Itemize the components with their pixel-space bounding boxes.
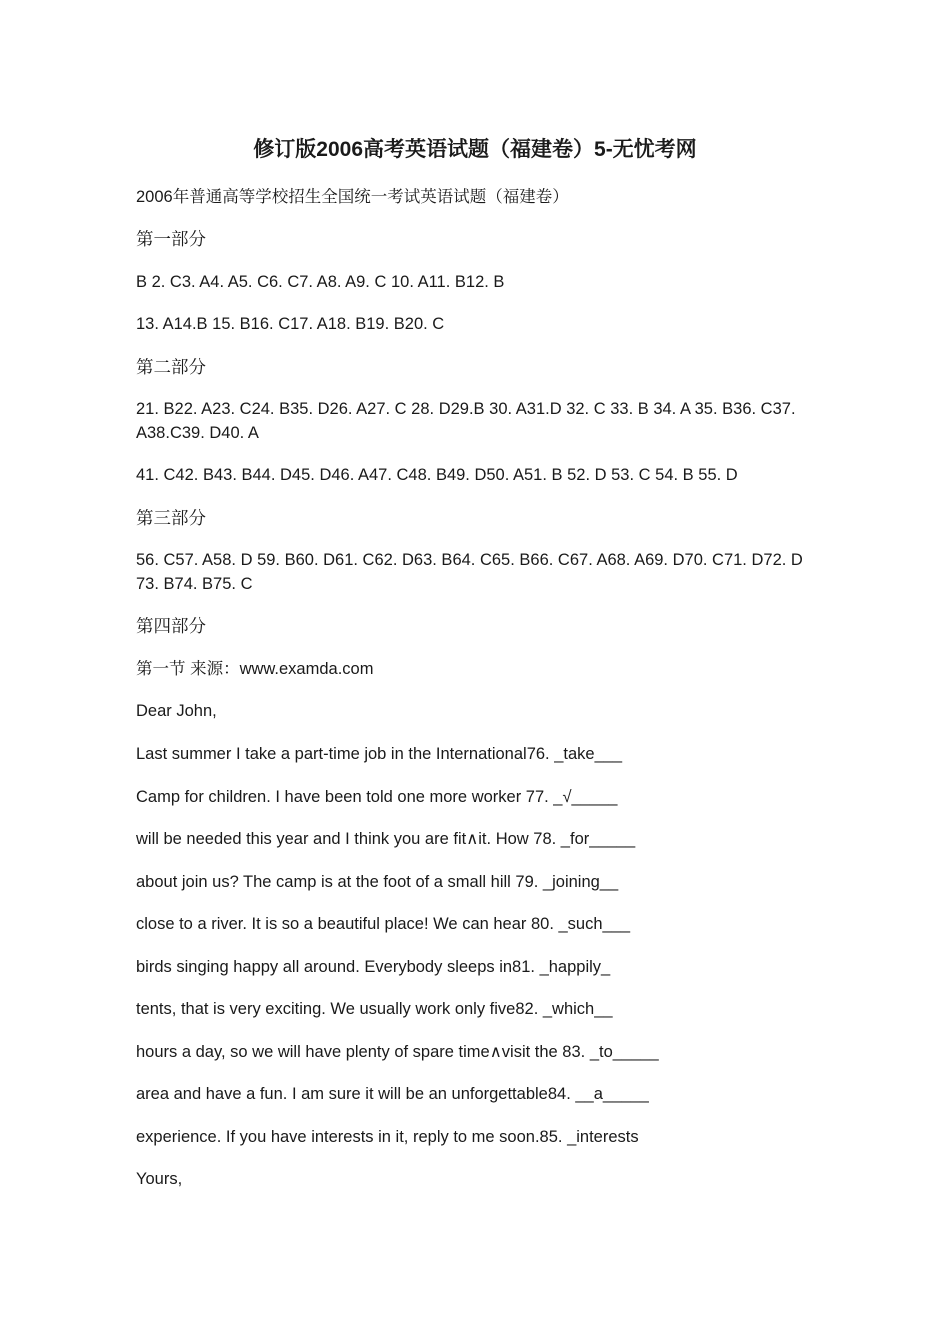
part4-heading: 第四部分 bbox=[136, 616, 206, 636]
part1-answers-line1: B 2. C3. A4. A5. C6. C7. A8. A9. C 10. A11. B12. B bbox=[136, 273, 505, 291]
document-title: 修订版2006高考英语试题（福建卷）5-无忧考网 bbox=[253, 138, 697, 161]
letter-line: hours a day, so we will have plenty of spare time∧visit the 83. _to_____ bbox=[136, 1043, 659, 1061]
part3-heading: 第三部分 bbox=[136, 508, 206, 528]
part1-answers-line2: 13. A14.B 15. B16. C17. A18. B19. B20. C bbox=[136, 315, 445, 333]
letter-line: about join us? The camp is at the foot of a small hill 79. _joining__ bbox=[136, 873, 619, 891]
letter-closing: Yours, bbox=[136, 1170, 183, 1188]
letter-line: Last summer I take a part-time job in the International76. _take___ bbox=[136, 745, 623, 763]
letter-greeting: Dear John, bbox=[136, 702, 217, 720]
letter-line: birds singing happy all around. Everybody sleeps in81. _happily_ bbox=[136, 958, 611, 976]
letter-line: tents, that is very exciting. We usually work only five82. _which__ bbox=[136, 1000, 613, 1018]
part2-answers-line2: 41. C42. B43. B44. D45. D46. A47. C48. B49. D50. A51. B 52. D 53. C 54. B 55. D bbox=[136, 466, 738, 484]
part1-heading: 第一部分 bbox=[136, 229, 206, 249]
part2-answers-line1: 21. B22. A23. C24. B35. D26. A27. C 28. D29.B 30. A31.D 32. C 33. B 34. A 35. B36. C37. A38.C39. D40. A bbox=[136, 400, 796, 442]
part2-heading: 第二部分 bbox=[136, 357, 206, 377]
part3-answers-line1: 56. C57. A58. D 59. B60. D61. C62. D63. B64. C65. B66. C67. A68. A69. D70. C71. D72. D 73. B74. B75. C bbox=[136, 551, 803, 593]
letter-line: area and have a fun. I am sure it will be an unforgettable84. __a_____ bbox=[136, 1085, 649, 1103]
letter-line: experience. If you have interests in it, reply to me soon.85. _interests bbox=[136, 1128, 639, 1146]
letter-line: Camp for children. I have been told one more worker 77. _√_____ bbox=[136, 788, 618, 806]
part4-section-source: 第一节 来源：www.examda.com bbox=[136, 660, 374, 678]
letter-line: will be needed this year and I think you are fit∧it. How 78. _for_____ bbox=[136, 830, 636, 848]
letter-line: close to a river. It is so a beautiful place! We can hear 80. _such___ bbox=[136, 915, 631, 933]
exam-subtitle: 2006年普通高等学校招生全国统一考试英语试题（福建卷） bbox=[136, 188, 569, 206]
